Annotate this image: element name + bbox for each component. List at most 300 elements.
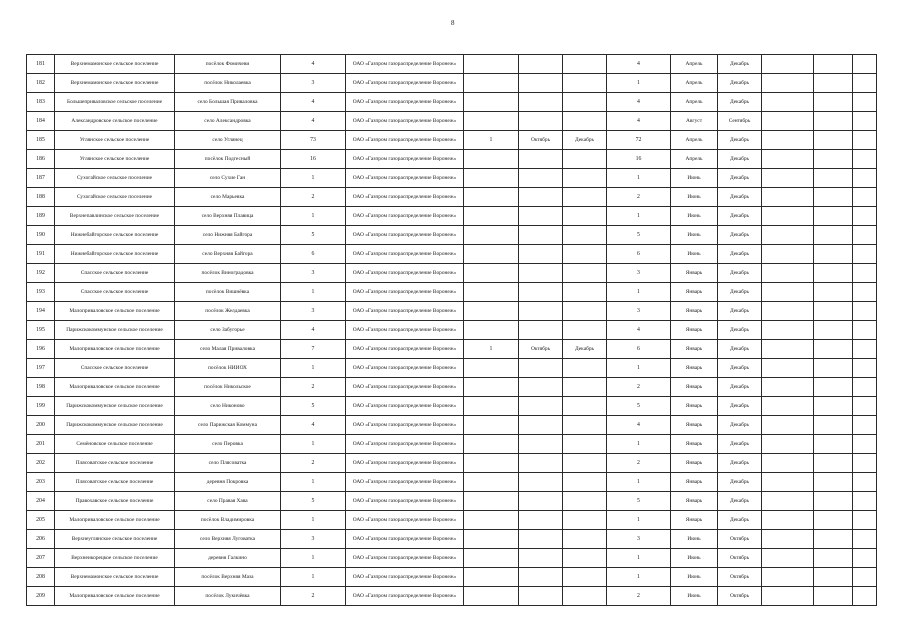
row-number: 197 <box>27 359 55 378</box>
settlement-name-cell: село Малая Приваловка <box>175 340 281 359</box>
empty-cell <box>814 302 853 321</box>
stage1-start-cell <box>519 587 563 606</box>
stage1-end-cell <box>563 321 607 340</box>
empty-cell <box>853 264 877 283</box>
empty-cell <box>853 112 877 131</box>
empty-cell <box>853 473 877 492</box>
stage2-count-cell: 6 <box>607 245 671 264</box>
organization-cell: ОАО «Газпром газораспределение Воронеж» <box>346 397 464 416</box>
empty-cell <box>762 378 814 397</box>
stage1-start-cell <box>519 549 563 568</box>
start-month-cell: Январь <box>671 359 718 378</box>
organization-cell: ОАО «Газпром газораспределение Воронеж» <box>346 473 464 492</box>
stage2-count-cell: 2 <box>607 587 671 606</box>
stage1-end-cell: Декабрь <box>563 131 607 150</box>
settlement-name-cell: село Парижская Коммуна <box>175 416 281 435</box>
organization-cell: ОАО «Газпром газораспределение Воронеж» <box>346 511 464 530</box>
empty-cell <box>762 302 814 321</box>
row-number: 185 <box>27 131 55 150</box>
end-month-cell: Декабрь <box>718 207 762 226</box>
stage1-end-cell <box>563 511 607 530</box>
empty-cell <box>853 245 877 264</box>
empty-cell <box>814 378 853 397</box>
stage2-count-cell: 72 <box>607 131 671 150</box>
stage1-end-cell <box>563 435 607 454</box>
table-row <box>27 188 877 207</box>
row-number: 198 <box>27 378 55 397</box>
organization-cell: ОАО «Газпром газораспределение Воронеж» <box>346 264 464 283</box>
end-month-cell: Октябрь <box>718 568 762 587</box>
empty-cell <box>814 473 853 492</box>
settlement-name-cell: село Сухие Ган <box>175 169 281 188</box>
row-number: 190 <box>27 226 55 245</box>
empty-cell <box>762 416 814 435</box>
stage2-count-cell: 4 <box>607 416 671 435</box>
stage1-start-cell <box>519 283 563 302</box>
empty-cell <box>853 283 877 302</box>
settlement-name-cell: село Верхняя Плавица <box>175 207 281 226</box>
empty-cell <box>762 435 814 454</box>
end-month-cell: Декабрь <box>718 359 762 378</box>
end-month-cell: Декабрь <box>718 93 762 112</box>
empty-cell <box>853 302 877 321</box>
organization-cell: ОАО «Газпром газораспределение Воронеж» <box>346 283 464 302</box>
stage1-end-cell <box>563 169 607 188</box>
object-count-cell: 73 <box>281 131 346 150</box>
table-row <box>27 359 877 378</box>
start-month-cell: Январь <box>671 397 718 416</box>
table-row <box>27 302 877 321</box>
organization-cell: ОАО «Газпром газораспределение Воронеж» <box>346 378 464 397</box>
settlement-district-cell: Парижскокоммунское сельское поселение <box>55 321 175 340</box>
start-month-cell: Июнь <box>671 530 718 549</box>
end-month-cell: Декабрь <box>718 226 762 245</box>
table-row <box>27 435 877 454</box>
stage1-count-cell <box>464 416 519 435</box>
start-month-cell: Январь <box>671 435 718 454</box>
empty-cell <box>814 321 853 340</box>
stage2-count-cell: 4 <box>607 93 671 112</box>
table-row <box>27 454 877 473</box>
table-row <box>27 207 877 226</box>
empty-cell <box>853 492 877 511</box>
object-count-cell: 3 <box>281 264 346 283</box>
settlement-district-cell: Большеприваловское сельское поселение <box>55 93 175 112</box>
stage2-count-cell: 16 <box>607 150 671 169</box>
stage1-end-cell <box>563 207 607 226</box>
stage2-count-cell: 1 <box>607 283 671 302</box>
end-month-cell: Декабрь <box>718 435 762 454</box>
table-row <box>27 473 877 492</box>
stage1-end-cell <box>563 283 607 302</box>
settlement-district-cell: Семёновское сельское поселение <box>55 435 175 454</box>
empty-cell <box>814 568 853 587</box>
row-number: 204 <box>27 492 55 511</box>
organization-cell: ОАО «Газпром газораспределение Воронеж» <box>346 93 464 112</box>
empty-cell <box>762 74 814 93</box>
stage1-count-cell <box>464 568 519 587</box>
settlement-district-cell: Углянское сельское поселение <box>55 131 175 150</box>
stage1-count-cell <box>464 587 519 606</box>
object-count-cell: 2 <box>281 587 346 606</box>
stage1-start-cell: Октябрь <box>519 340 563 359</box>
organization-cell: ОАО «Газпром газораспределение Воронеж» <box>346 131 464 150</box>
start-month-cell: Июнь <box>671 568 718 587</box>
stage1-start-cell <box>519 226 563 245</box>
settlement-name-cell: село Правая Хава <box>175 492 281 511</box>
settlement-district-cell: Плясоватское сельское поселение <box>55 454 175 473</box>
stage1-end-cell <box>563 454 607 473</box>
empty-cell <box>853 378 877 397</box>
organization-cell: ОАО «Газпром газораспределение Воронеж» <box>346 587 464 606</box>
table-row <box>27 112 877 131</box>
stage1-start-cell <box>519 150 563 169</box>
start-month-cell: Июнь <box>671 245 718 264</box>
settlement-district-cell: Сухогайское сельское поселение <box>55 169 175 188</box>
empty-cell <box>853 340 877 359</box>
empty-cell <box>853 568 877 587</box>
end-month-cell: Декабрь <box>718 511 762 530</box>
end-month-cell: Декабрь <box>718 340 762 359</box>
empty-cell <box>814 207 853 226</box>
empty-cell <box>814 226 853 245</box>
row-number: 181 <box>27 55 55 74</box>
end-month-cell: Декабрь <box>718 74 762 93</box>
end-month-cell: Декабрь <box>718 188 762 207</box>
settlement-district-cell: Малоприваловское сельское поселение <box>55 302 175 321</box>
row-number: 207 <box>27 549 55 568</box>
stage1-count-cell <box>464 150 519 169</box>
stage1-count-cell <box>464 55 519 74</box>
stage1-start-cell <box>519 378 563 397</box>
start-month-cell: Июнь <box>671 188 718 207</box>
settlement-district-cell: Верхнеикорецкое сельское поселение <box>55 549 175 568</box>
stage1-count-cell <box>464 245 519 264</box>
stage1-start-cell <box>519 530 563 549</box>
settlement-name-cell: село Александровка <box>175 112 281 131</box>
object-count-cell: 4 <box>281 93 346 112</box>
object-count-cell: 7 <box>281 340 346 359</box>
start-month-cell: Январь <box>671 454 718 473</box>
settlement-district-cell: Спасское сельское поселение <box>55 264 175 283</box>
end-month-cell: Декабрь <box>718 55 762 74</box>
organization-cell: ОАО «Газпром газораспределение Воронеж» <box>346 150 464 169</box>
stage1-count-cell: 1 <box>464 340 519 359</box>
start-month-cell: Июнь <box>671 549 718 568</box>
empty-cell <box>853 530 877 549</box>
start-month-cell: Июнь <box>671 587 718 606</box>
empty-cell <box>814 150 853 169</box>
end-month-cell: Октябрь <box>718 587 762 606</box>
empty-cell <box>762 207 814 226</box>
empty-cell <box>814 549 853 568</box>
empty-cell <box>814 55 853 74</box>
empty-cell <box>814 587 853 606</box>
table-row <box>27 549 877 568</box>
table-row <box>27 397 877 416</box>
stage2-count-cell: 3 <box>607 264 671 283</box>
settlement-name-cell: посёлок Вишнёвка <box>175 283 281 302</box>
settlement-name-cell: посёлок Верхняя Маза <box>175 568 281 587</box>
settlement-district-cell: Верхнемамонское сельское поселение <box>55 55 175 74</box>
row-number: 187 <box>27 169 55 188</box>
empty-cell <box>853 74 877 93</box>
stage1-end-cell <box>563 530 607 549</box>
stage1-count-cell <box>464 112 519 131</box>
table-row <box>27 587 877 606</box>
empty-cell <box>853 359 877 378</box>
stage1-count-cell <box>464 378 519 397</box>
empty-cell <box>762 169 814 188</box>
empty-cell <box>853 511 877 530</box>
settlement-district-cell: Спасское сельское поселение <box>55 359 175 378</box>
stage1-start-cell <box>519 112 563 131</box>
stage2-count-cell: 1 <box>607 435 671 454</box>
empty-cell <box>814 188 853 207</box>
row-number: 193 <box>27 283 55 302</box>
empty-cell <box>762 359 814 378</box>
object-count-cell: 16 <box>281 150 346 169</box>
stage1-end-cell <box>563 568 607 587</box>
table-row <box>27 93 877 112</box>
object-count-cell: 5 <box>281 397 346 416</box>
stage1-count-cell <box>464 74 519 93</box>
empty-cell <box>853 131 877 150</box>
stage1-end-cell <box>563 93 607 112</box>
empty-cell <box>762 568 814 587</box>
end-month-cell: Октябрь <box>718 549 762 568</box>
settlement-name-cell: деревня Покровка <box>175 473 281 492</box>
settlement-district-cell: Плясоватское сельское поселение <box>55 473 175 492</box>
stage1-end-cell <box>563 397 607 416</box>
row-number: 191 <box>27 245 55 264</box>
stage1-count-cell <box>464 264 519 283</box>
stage1-count-cell <box>464 283 519 302</box>
start-month-cell: Январь <box>671 511 718 530</box>
empty-cell <box>762 321 814 340</box>
stage1-end-cell <box>563 55 607 74</box>
row-number: 182 <box>27 74 55 93</box>
table-row <box>27 150 877 169</box>
object-count-cell: 1 <box>281 169 346 188</box>
stage1-end-cell <box>563 188 607 207</box>
stage1-start-cell <box>519 302 563 321</box>
organization-cell: ОАО «Газпром газораспределение Воронеж» <box>346 321 464 340</box>
object-count-cell: 1 <box>281 283 346 302</box>
settlement-district-cell: Малоприваловское сельское поселение <box>55 340 175 359</box>
empty-cell <box>762 340 814 359</box>
settlement-district-cell: Верхнемамонское сельское поселение <box>55 74 175 93</box>
end-month-cell: Декабрь <box>718 454 762 473</box>
empty-cell <box>762 530 814 549</box>
start-month-cell: Январь <box>671 264 718 283</box>
stage2-count-cell: 3 <box>607 530 671 549</box>
table-row <box>27 264 877 283</box>
stage2-count-cell: 1 <box>607 359 671 378</box>
row-number: 183 <box>27 93 55 112</box>
stage1-end-cell <box>563 245 607 264</box>
stage2-count-cell: 1 <box>607 473 671 492</box>
object-count-cell: 1 <box>281 207 346 226</box>
object-count-cell: 5 <box>281 492 346 511</box>
empty-cell <box>814 340 853 359</box>
start-month-cell: Июнь <box>671 226 718 245</box>
object-count-cell: 4 <box>281 416 346 435</box>
stage2-count-cell: 1 <box>607 549 671 568</box>
empty-cell <box>853 207 877 226</box>
row-number: 206 <box>27 530 55 549</box>
start-month-cell: Апрель <box>671 74 718 93</box>
settlement-district-cell: Верхнепавлинское сельское поселение <box>55 207 175 226</box>
stage2-count-cell: 5 <box>607 397 671 416</box>
empty-cell <box>814 530 853 549</box>
row-number: 189 <box>27 207 55 226</box>
organization-cell: ОАО «Газпром газораспределение Воронеж» <box>346 359 464 378</box>
stage2-count-cell: 1 <box>607 207 671 226</box>
empty-cell <box>853 435 877 454</box>
stage1-count-cell <box>464 226 519 245</box>
stage2-count-cell: 1 <box>607 568 671 587</box>
table-row <box>27 283 877 302</box>
end-month-cell: Декабрь <box>718 473 762 492</box>
stage1-start-cell <box>519 321 563 340</box>
empty-cell <box>762 397 814 416</box>
settlement-district-cell: Сухогайское сельское поселение <box>55 188 175 207</box>
settlement-name-cell: село Никоново <box>175 397 281 416</box>
settlement-name-cell: посёлок Фомичеви <box>175 55 281 74</box>
table-row <box>27 530 877 549</box>
object-count-cell: 4 <box>281 55 346 74</box>
stage1-start-cell <box>519 416 563 435</box>
row-number: 188 <box>27 188 55 207</box>
row-number: 200 <box>27 416 55 435</box>
empty-cell <box>814 245 853 264</box>
object-count-cell: 1 <box>281 511 346 530</box>
settlement-district-cell: Парижскокоммунское сельское поселение <box>55 397 175 416</box>
object-count-cell: 1 <box>281 568 346 587</box>
settlement-name-cell: посёлок Лукичёвка <box>175 587 281 606</box>
start-month-cell: Январь <box>671 492 718 511</box>
stage1-start-cell <box>519 264 563 283</box>
start-month-cell: Апрель <box>671 131 718 150</box>
row-number: 192 <box>27 264 55 283</box>
organization-cell: ОАО «Газпром газораспределение Воронеж» <box>346 245 464 264</box>
row-number: 203 <box>27 473 55 492</box>
stage2-count-cell: 2 <box>607 378 671 397</box>
stage1-start-cell <box>519 74 563 93</box>
row-number: 186 <box>27 150 55 169</box>
stage1-count-cell <box>464 511 519 530</box>
row-number: 205 <box>27 511 55 530</box>
stage1-count-cell <box>464 473 519 492</box>
empty-cell <box>762 245 814 264</box>
stage1-count-cell <box>464 188 519 207</box>
empty-cell <box>814 131 853 150</box>
table-row <box>27 226 877 245</box>
settlement-name-cell: посёлок Подгесный <box>175 150 281 169</box>
start-month-cell: Январь <box>671 321 718 340</box>
settlement-name-cell: село Верхняя Байгора <box>175 245 281 264</box>
empty-cell <box>814 435 853 454</box>
stage1-end-cell <box>563 302 607 321</box>
settlement-district-cell: Углянское сельское поселение <box>55 150 175 169</box>
object-count-cell: 5 <box>281 226 346 245</box>
empty-cell <box>762 112 814 131</box>
object-count-cell: 1 <box>281 473 346 492</box>
empty-cell <box>814 454 853 473</box>
empty-cell <box>814 492 853 511</box>
empty-cell <box>762 549 814 568</box>
table-row <box>27 131 877 150</box>
settlement-district-cell: Правохавское сельское поселение <box>55 492 175 511</box>
object-count-cell: 4 <box>281 321 346 340</box>
stage1-start-cell: Октябрь <box>519 131 563 150</box>
stage1-start-cell <box>519 568 563 587</box>
empty-cell <box>762 150 814 169</box>
object-count-cell: 2 <box>281 378 346 397</box>
end-month-cell: Декабрь <box>718 321 762 340</box>
stage2-count-cell: 4 <box>607 321 671 340</box>
end-month-cell: Декабрь <box>718 397 762 416</box>
end-month-cell: Декабрь <box>718 378 762 397</box>
empty-cell <box>814 112 853 131</box>
organization-cell: ОАО «Газпром газораспределение Воронеж» <box>346 302 464 321</box>
stage1-end-cell: Декабрь <box>563 340 607 359</box>
stage1-end-cell <box>563 112 607 131</box>
end-month-cell: Декабрь <box>718 264 762 283</box>
empty-cell <box>853 169 877 188</box>
object-count-cell: 1 <box>281 435 346 454</box>
empty-cell <box>814 397 853 416</box>
stage2-count-cell: 2 <box>607 188 671 207</box>
organization-cell: ОАО «Газпром газораспределение Воронеж» <box>346 416 464 435</box>
empty-cell <box>814 511 853 530</box>
stage1-start-cell <box>519 435 563 454</box>
organization-cell: ОАО «Газпром газораспределение Воронеж» <box>346 530 464 549</box>
stage1-end-cell <box>563 492 607 511</box>
start-month-cell: Апрель <box>671 55 718 74</box>
end-month-cell: Сентябрь <box>718 112 762 131</box>
end-month-cell: Декабрь <box>718 169 762 188</box>
settlement-district-cell: Верхнемамонское сельское поселение <box>55 568 175 587</box>
empty-cell <box>853 549 877 568</box>
stage1-count-cell <box>464 359 519 378</box>
row-number: 208 <box>27 568 55 587</box>
stage1-count-cell <box>464 435 519 454</box>
object-count-cell: 3 <box>281 530 346 549</box>
empty-cell <box>853 150 877 169</box>
table-row <box>27 74 877 93</box>
settlement-district-cell: Малоприваловское сельское поселение <box>55 378 175 397</box>
organization-cell: ОАО «Газпром газораспределение Воронеж» <box>346 454 464 473</box>
empty-cell <box>762 55 814 74</box>
row-number: 199 <box>27 397 55 416</box>
start-month-cell: Апрель <box>671 150 718 169</box>
empty-cell <box>762 587 814 606</box>
stage1-start-cell <box>519 492 563 511</box>
start-month-cell: Июнь <box>671 169 718 188</box>
settlement-name-cell: посёлок Владимировка <box>175 511 281 530</box>
empty-cell <box>762 283 814 302</box>
settlement-name-cell: село Плясоватка <box>175 454 281 473</box>
stage2-count-cell: 2 <box>607 454 671 473</box>
settlement-name-cell: село Перовка <box>175 435 281 454</box>
stage2-count-cell: 1 <box>607 74 671 93</box>
empty-cell <box>814 359 853 378</box>
settlement-name-cell: посёлок Никольское <box>175 378 281 397</box>
stage1-end-cell <box>563 416 607 435</box>
table-row <box>27 492 877 511</box>
